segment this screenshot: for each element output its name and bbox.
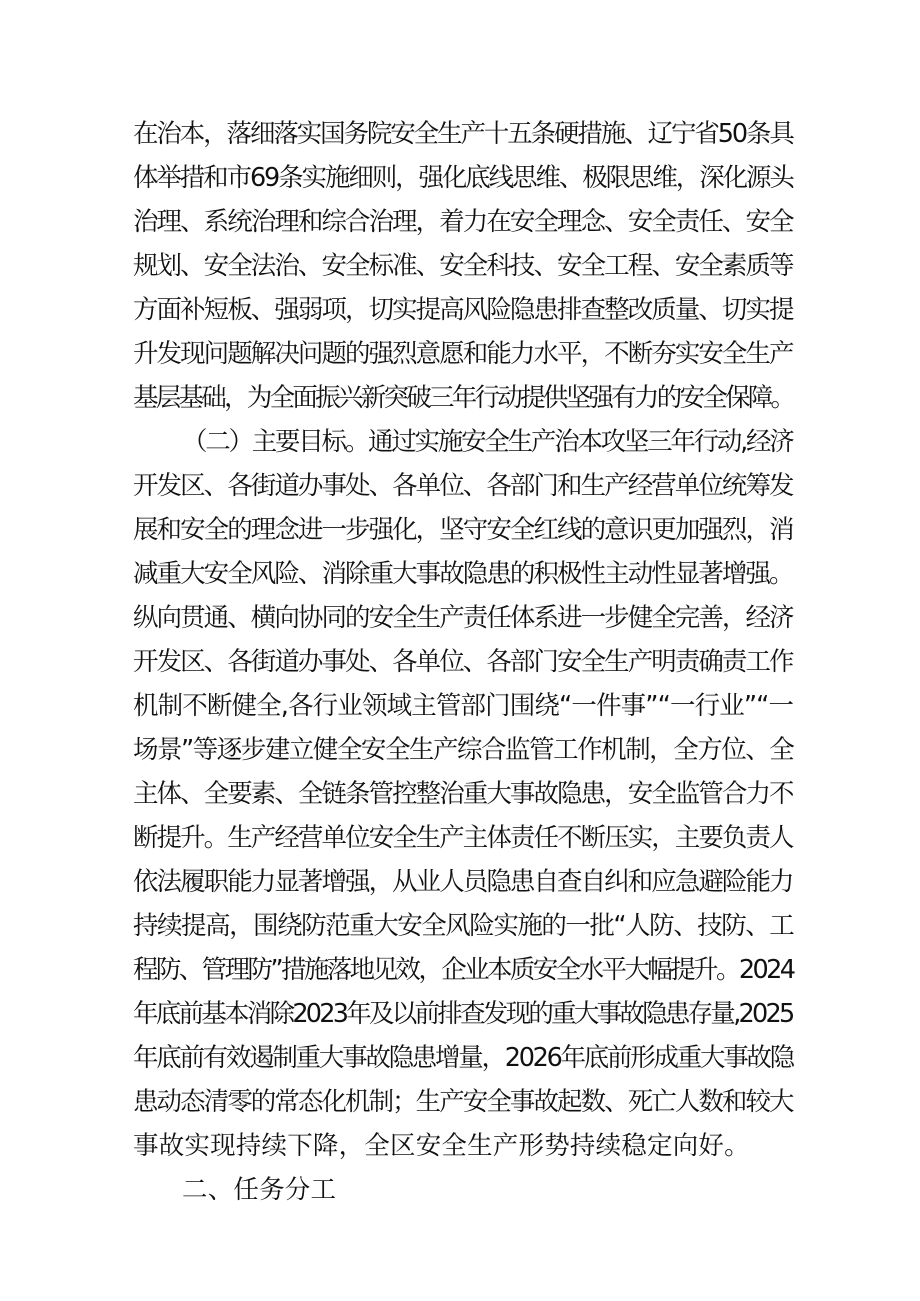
- paragraph-line: 展和安全的理念进一步强化，坚守安全红线的意识更加强烈，消: [133, 515, 793, 545]
- paragraph-line: 机制不断健全,各行业领域主管部门围绕“一件事”“一行业”“一: [133, 691, 794, 721]
- paragraph-line: 事故实现持续下降，全区安全生产形势持续稳定向好。: [133, 1131, 750, 1161]
- paragraph-line: 年底前有效遏制重大事故隐患增量，2026年底前形成重大事故隐: [133, 1043, 793, 1073]
- paragraph-line: 开发区、各街道办事处、各单位、各部门安全生产明责确责工作: [133, 647, 793, 677]
- paragraph-line: 主体、全要素、全链条管控整治重大事故隐患，安全监管合力不: [133, 779, 793, 809]
- paragraph-line: 开发区、各街道办事处、各单位、各部门和生产经营单位统筹发: [133, 471, 793, 501]
- paragraph-line: 持续提高，围绕防范重大安全风险实施的一批“人防、技防、工: [133, 911, 794, 941]
- paragraph-line: 在治本，落细落实国务院安全生产十五条硬措施、辽宁省50条具: [133, 119, 793, 149]
- paragraph-line: 基层基础，为全面振兴新突破三年行动提供坚强有力的安全保障。: [133, 383, 794, 413]
- paragraph-line: 年底前基本消除2023年及以前排查发现的重大事故隐患存量,2025: [133, 999, 793, 1029]
- paragraph-line: 纵向贯通、横向协同的安全生产责任体系进一步健全完善，经济: [133, 603, 793, 633]
- paragraph-line: 方面补短板、强弱项，切实提高风险隐患排查整改质量、切实提: [133, 295, 793, 325]
- paragraph-line: 体举措和市69条实施细则，强化底线思维、极限思维，深化源头: [133, 163, 793, 193]
- paragraph-line: 患动态清零的常态化机制；生产安全事故起数、死亡人数和较大: [133, 1087, 793, 1117]
- paragraph-line: 治理、系统治理和综合治理，着力在安全理念、安全责任、安全: [133, 207, 793, 237]
- paragraph-line: 减重大安全风险、消除重大事故隐患的积极性主动性显著增强。: [133, 559, 793, 589]
- paragraph-line: 场景”等逐步建立健全安全生产综合监管工作机制，全方位、全: [133, 735, 794, 765]
- section-heading-task-division: 二、任务分工: [182, 1175, 337, 1205]
- paragraph-line: 断提升。生产经营单位安全生产主体责任不断压实，主要负责人: [133, 823, 793, 853]
- paragraph-line: 依法履职能力显著增强，从业人员隐患自查自纠和应急避险能力: [133, 867, 793, 897]
- paragraph-line: 程防、管理防”措施落地见效，企业本质安全水平大幅提升。2024: [133, 955, 794, 985]
- paragraph-line: 升发现问题解决问题的强烈意愿和能力水平，不断夯实安全生产: [133, 339, 793, 369]
- paragraph-line: 规划、安全法治、安全标准、安全科技、安全工程、安全素质等: [133, 251, 793, 281]
- section-heading-main-goals: （二）主要目标。通过实施安全生产治本攻坚三年行动,经济: [182, 427, 793, 457]
